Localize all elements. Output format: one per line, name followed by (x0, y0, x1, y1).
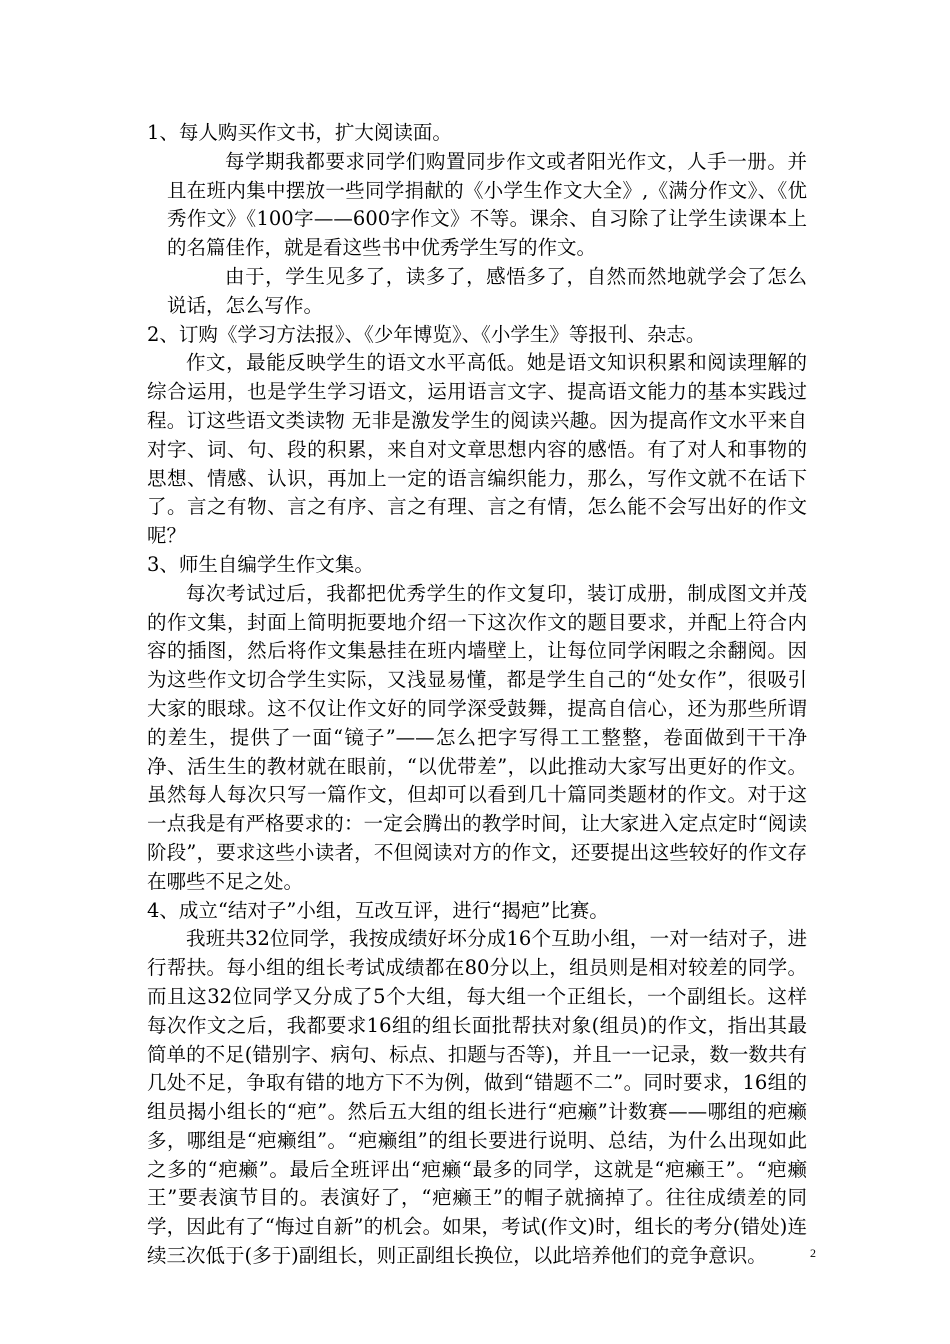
section-1-paragraph-1: 每学期我都要求同学们购置同步作文或者阳光作文，人手一册。并且在班内集中摆放一些同学捐献的《小学生作文大全》,《满分作文》、《优秀作文》《100字——600字作文》不等。课余、自习除了让学生读课本上的名篇佳作，就是看这些书中优秀学生写的作文。 (167, 149, 807, 260)
document-body (147, 119, 807, 1271)
section-2-heading: 2、订购《学习方法报》、《少年博览》、《小学生》等报刊、杂志。 (147, 322, 706, 346)
section-2-paragraph-1: 作文，最能反映学生的语文水平高低。她是语文知识积累和阅读理解的综合运用，也是学生学习语文，运用语言文字、提高语文能力的基本实践过程。订这些语文类读物 无非是激发学生的阅读兴趣。因为提高作文水平来自对字、词、句、段的积累，来自对文章思想内容的感悟。有了对人和事物的思想、情感、认识，再加上一定的语言编织能力，那么，写作文就不在话下了。言之有物、言之有序、言之有理、言之有情，怎么能不会写出好的作文呢？ (147, 351, 807, 548)
section-4-paragraph-1: 我班共32位同学，我按成绩好坏分成16个互助小组，一对一结对子，进行帮扶。每小组的组长考试成绩都在80分以上，组员则是相对较差的同学。而且这32位同学又分成了5个大组，每大组一个正组长，一个副组长。这样每次作文之后，我都要求16组的组长面批帮扶对象(组员)的作文，指出其最简单的不足(错别字、病句、标点、扣题与否等)，并且一一记录，数一数共有几处不足，争取有错的地方下不为例，做到“错题不二”。同时要求，16组的组员揭小组长的“疤”。然后五大组的组长进行“疤癞”计数赛——哪组的疤癞多，哪组是“疤癞组”。“疤癞组”的组长要进行说明、总结，为什么出现如此之多的“疤癞”。最后全班评出“疤癞“最多的同学，这就是“疤癞王”。“疤癞王”要表演节目的。表演好了，“疤癞王”的帽子就摘掉了。往往成绩差的同学，因此有了“悔过自新”的机会。如果，考试(作文)时，组长的考分(错处)连续三次低于(多于)副组长，则正副组长换位，以此培养他们的竞争意识。 (147, 927, 807, 1268)
section-3-heading: 3、师生自编学生作文集。 (147, 552, 374, 576)
section-3-paragraph-1: 每次考试过后，我都把优秀学生的作文复印，装订成册，制成图文并茂的作文集，封面上简明扼要地介绍一下这次作文的题目要求，并配上符合内容的插图，然后将作文集悬挂在班内墙壁上，让每位同学闲暇之余翻阅。因为这些作文切合学生实际，又浅显易懂，都是学生自己的“处女作”，很吸引大家的眼球。这不仅让作文好的同学深受鼓舞，提高自信心，还为那些所谓的差生，提供了一面“镜子”——怎么把字写得工工整整，卷面做到干干净净、活生生的教材就在眼前，“以优带差”，以此推动大家写出更好的作文。虽然每人每次只写一篇作文，但却可以看到几十篇同类题材的作文。对于这一点我是有严格要求的：一定会腾出的教学时间，让大家进入定点定时“阅读阶段”，要求这些小读者，不但阅读对方的作文，还要提出这些较好的作文存在哪些不足之处。 (147, 581, 807, 893)
section-4-heading: 4、成立“结对子”小组，互改互评，进行“揭疤”比赛。 (147, 898, 609, 922)
page-number: 2 (810, 1246, 816, 1260)
section-1-heading: 1、每人购买作文书，扩大阅读面。 (147, 121, 452, 144)
section-1-body (147, 148, 807, 321)
section-1-paragraph-2: 由于，学生见多了，读多了，感悟多了，自然而然地就学会了怎么说话，怎么写作。 (167, 264, 807, 317)
